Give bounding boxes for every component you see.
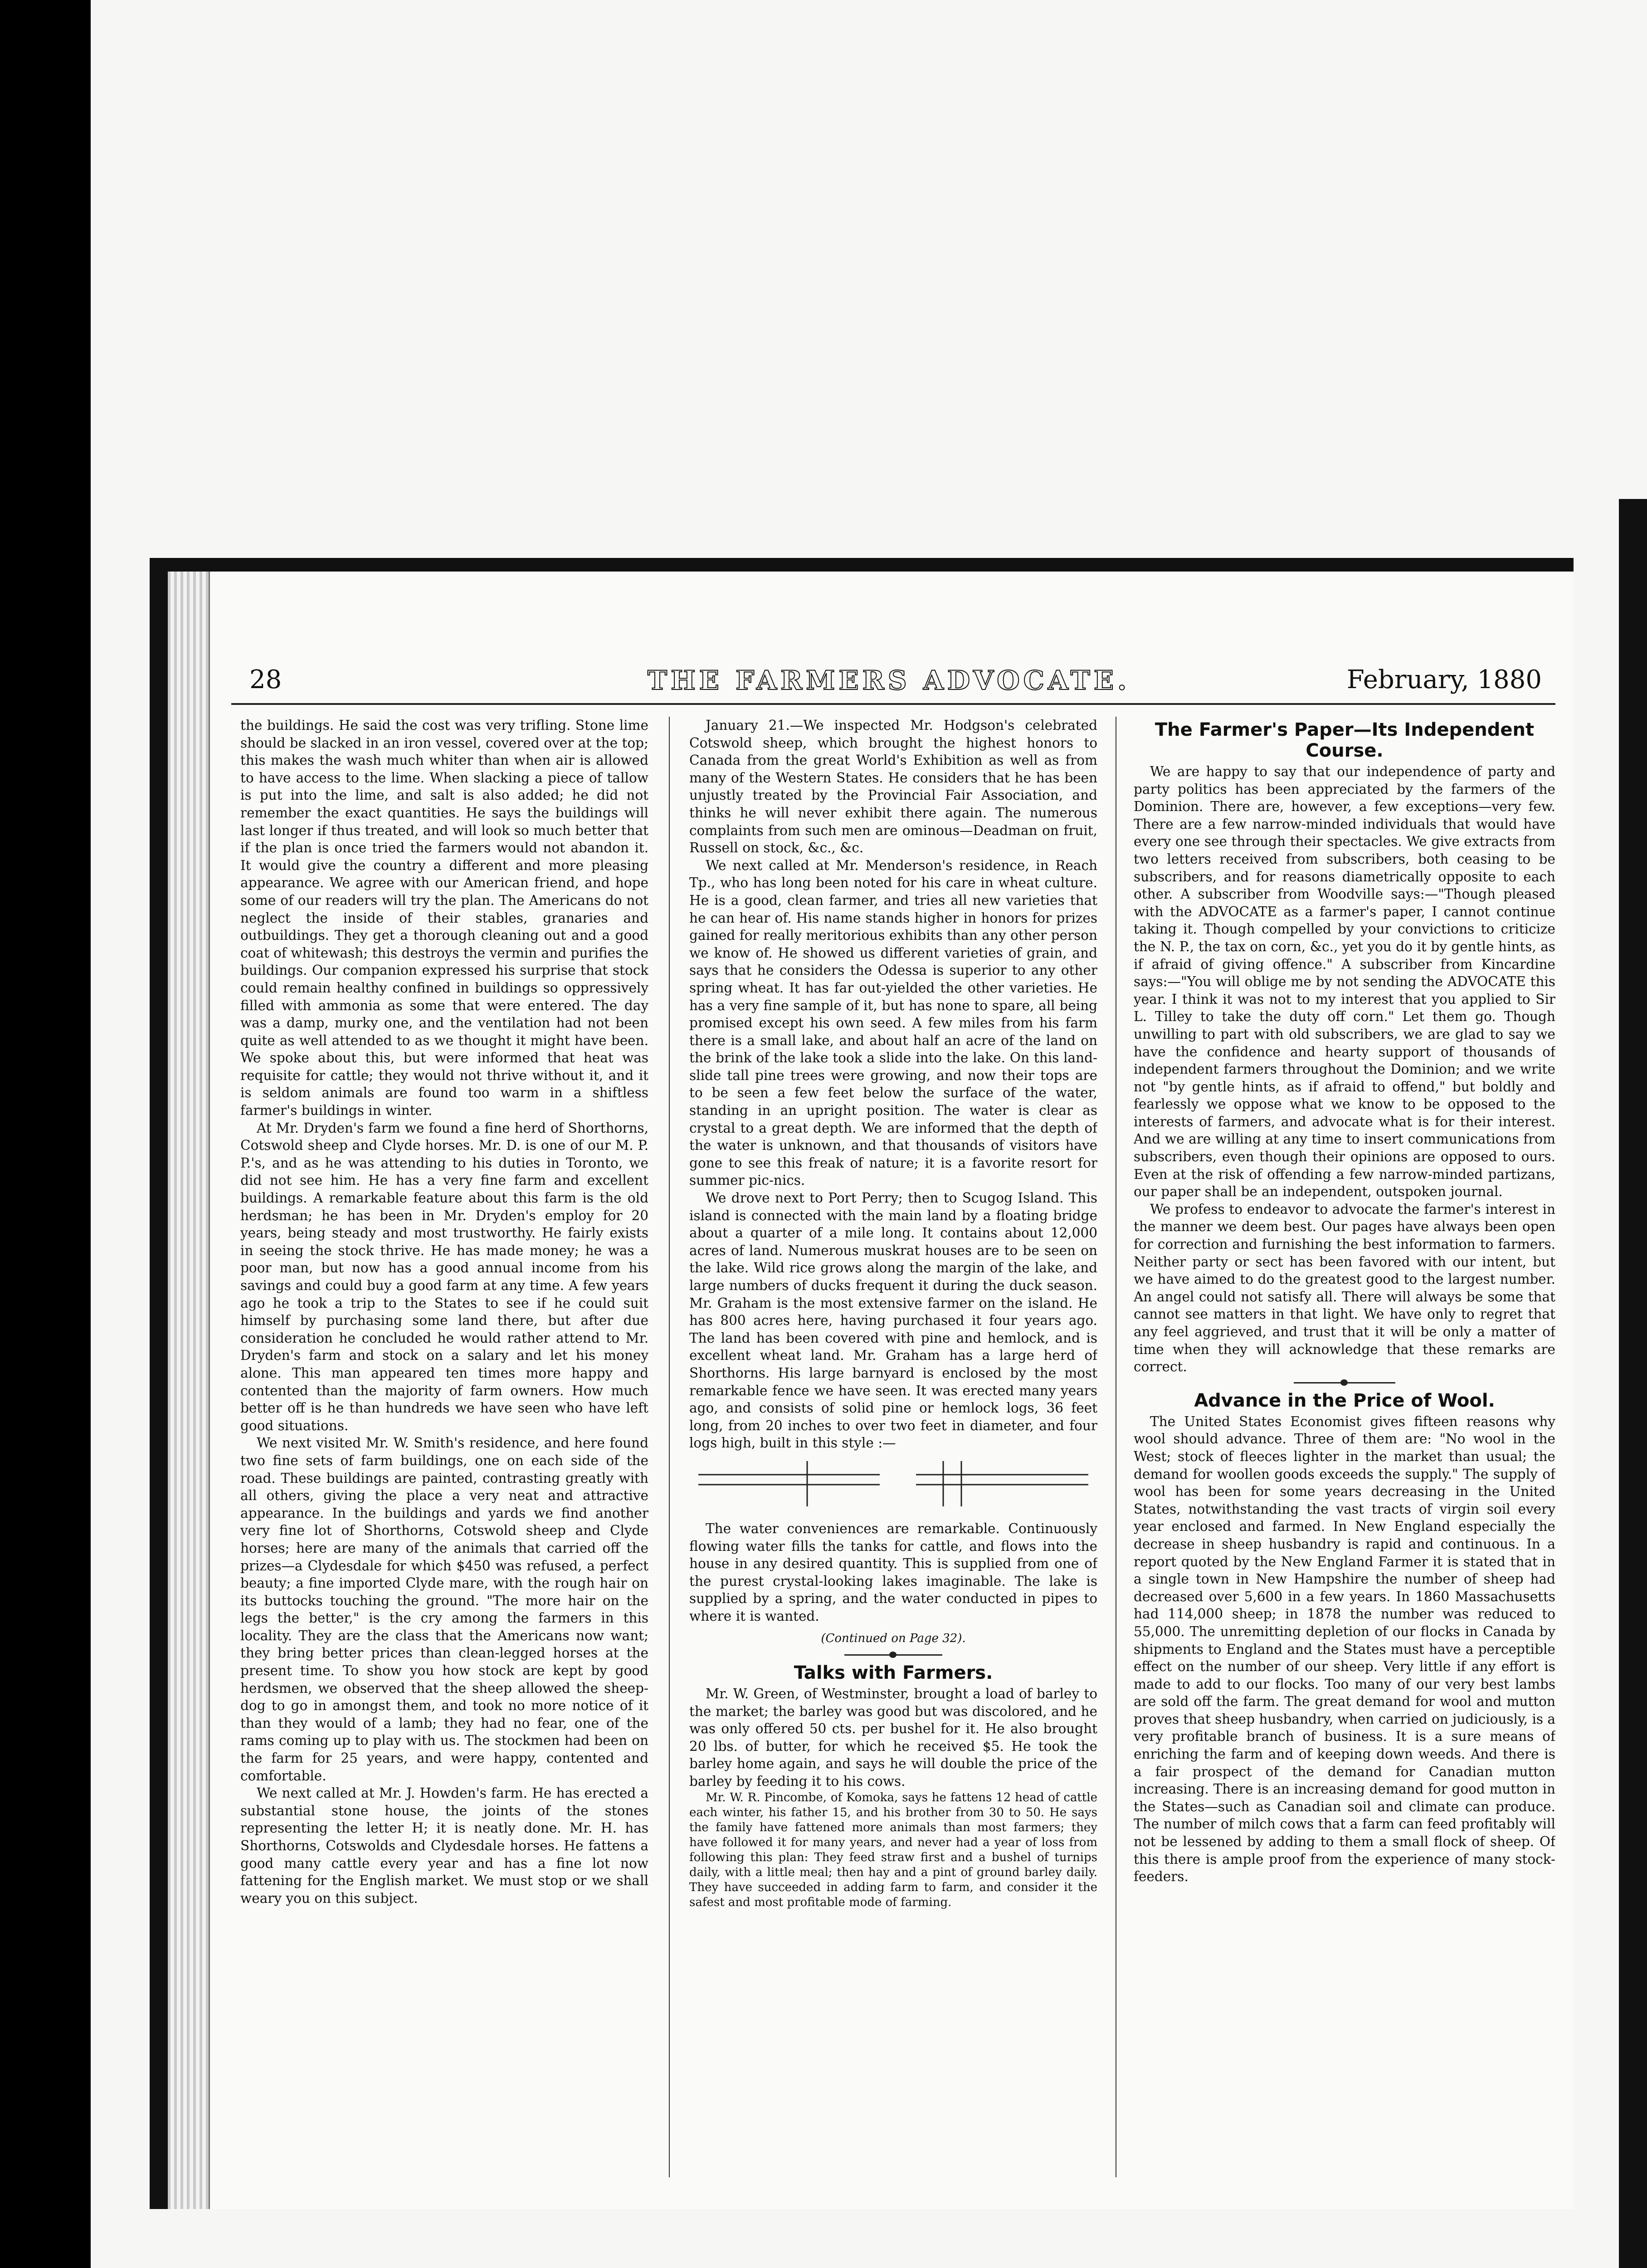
section-heading: The Farmer's Paper—Its Independent Course.: [1155, 719, 1535, 761]
column-middle: [689, 717, 1097, 2191]
column-rule: [669, 717, 670, 2177]
section-divider: [1134, 1378, 1555, 1388]
article-paragraph: We drove next to Port Perry; then to Scugog Island. This island is connected with the main land by a floating bridge about a quarter of a mile long. It contains about 12,000 acres of land. Numerous muskrat houses are to be seen on the lake. Wild rice grows along the margin of the lake, and large numbers of ducks frequent it during the duck season. Mr. Graham is the most extensive farmer on the island. He has 800 acres here, having purchased it four years ago. The land has been covered with pine and hemlock, and is excellent wheat land. Mr. Graham has a large herd of Shorthorns. His large barnyard is enclosed by the most remarkable fence we have seen. It was erected many years ago, and consists of solid pine or hemlock logs, 36 feet long, from 20 inches to over two feet in diameter, and four logs high, built in this style :—: [689, 1190, 1097, 1451]
masthead: THE FARMERS ADVOCATE.: [647, 665, 1130, 696]
issue-date: February, 1880: [1346, 665, 1542, 694]
adjacent-page-edge: [1619, 499, 1647, 2268]
newspaper-page: [150, 558, 1574, 2209]
column-left: [240, 717, 648, 2191]
article-paragraph: Mr. W. R. Pincombe, of Komoka, says he fattens 12 head of cattle each winter, his father 15, and his brother from 30 to 50. He says the family have fattened more animals than most farmers; they have followed it for many years, and never had a year of loss from following this plan: They feed straw first and a bushel of turnips daily, with a little meal; then hay and a pint of ground barley daily. They have succeeded in adding farm to farm, and consider it the safest and most profitable mode of farming.: [689, 1790, 1097, 1909]
section-heading: Talks with Farmers.: [794, 1662, 993, 1684]
article-paragraph: We profess to endeavor to advocate the farmer's interest in the manner we deem best. Our pages have always been open for correction and furnishing the best information to farmers. Neither party or sect has been favored with our intent, but we have aimed to do the greatest good to the largest number. An angel could not satisfy all. There will always be some that cannot see matters in that light. We have only to regret that any feel aggrieved, and trust that it will be only a matter of time when they will acknowledge that these remarks are correct.: [1134, 1201, 1555, 1375]
article-paragraph: We next called at Mr. J. Howden's farm. He has erected a substantial stone house, the joints of the stones representing the letter H; it is neatly done. Mr. H. has Shorthorns, Cotswolds and Clydesdale horses. He fattens a good many cattle every year and has a fine lot now fattening for the English market. We must stop or we shall weary you on this subject.: [240, 1785, 648, 1906]
article-paragraph: January 21.—We inspected Mr. Hodgson's celebrated Cotswold sheep, which brought the highest honors to Canada from the great World's Exhibition as well as from many of the Western States. He considers that he has been unjustly treated by the Provincial Fair Association, and thinks he will never exhibit there again. The numerous complaints from such men are ominous—Deadman on fruit, Russell on stock, &c., &c.: [689, 718, 1097, 856]
continued-note: (Continued on Page 32).: [821, 1631, 966, 1645]
page-content: [231, 662, 1555, 2191]
page-number: 28: [249, 665, 282, 694]
article-paragraph: We next called at Mr. Menderson's residence, in Reach Tp., who has long been noted for his care in wheat culture. He is a good, clean farmer, and tries all new varieties that he can hear of. His name stands higher in honors for prizes gained for really meritorious exhibits than any other person we know of. He showed us different varieties of grain, and says that he considers the Odessa is superior to any other spring wheat. It has far out-yielded the other varieties. He has a very fine sample of it, but has none to spare, all being promised except his own seed. A few miles from his farm there is a small lake, and about half an acre of the land on the brink of the lake took a slide into the lake. On this land-slide tall pine trees were growing, and now their tops are to be seen a few feet below the surface of the water, standing in an upright position. The water is clear as crystal to a great depth. We are informed that the depth of the water is unknown, and that thousands of visitors have gone to see this freak of nature; it is a favorite resort for summer pic-nics.: [689, 857, 1097, 1188]
page-header: [231, 662, 1555, 705]
article-paragraph: The United States Economist gives fifteen reasons why wool should advance. Three of them are: "No wool in the West; stock of fleeces lighter in the market than usual; the demand for woollen goods exceeds the supply." The supply of wool has been for some years decreasing in the United States, notwithstanding the vast tracts of virgin soil every year enclosed and farmed. In New England especially the decrease in sheep husbandry is rapid and continuous. In a report quoted by the New England Farmer it is stated that in a single town in New Hampshire the number of sheep had decreased over 5,600 in a few years. In 1860 Massachusetts had 114,000 sheep; in 1878 the number was reduced to 55,000. The unremitting depletion of our flocks in Canada by shipments to England and the States must have a perceptible effect on the number of our sheep. Very little if any effort is made to add to our flocks. Too many of our very best lambs are sold off the farm. The great demand for wool and mutton proves that sheep husbandry, when carried on judiciously, is a very profitable branch of business. It is a sure means of enriching the farm and of keeping down weeds. And there is a fair prospect of the demand for Canadian mutton increasing. There is an increasing demand for good mutton in the States—such as Canadian soil and climate can produce. The number of milch cows that a farm can feed profitably will not be lessened by adding to them a small flock of sheep. Of this there is ample proof from the experience of many stock-feeders.: [1134, 1413, 1555, 1885]
article-paragraph: the buildings. He said the cost was very trifling. Stone lime should be slacked in an iron vessel, covered over at the top; this makes the wash much whiter than when air is allowed to have access to the lime. When slacking a piece of tallow is put into the lime, and salt is also added; he did not remember the exact quantities. He says the buildings will last longer if thus treated, and will look so much better that if the plan is once tried the farmers would not abandon it. It would give the country a different and more pleasing appearance. We agree with our American friend, and hope some of our readers will try the plan. The Americans do not neglect the inside of their stables, granaries and outbuildings. They get a thorough cleaning out and a good coat of whitewash; this destroys the vermin and purifies the buildings. Our companion expressed his surprise that stock could remain healthy confined in buildings so oppressively filled with ammonia as some that were entered. The day was a damp, murky one, and the ventilation had not been quite as well attended to as we thought it might have been. We spoke about this, but were informed that heat was requisite for cattle; they would not thrive without it, and it is seldom animals are found too warm in a shiftless farmer's buildings in winter.: [240, 718, 648, 1119]
column-right: [1134, 717, 1555, 2191]
article-paragraph: At Mr. Dryden's farm we found a fine herd of Shorthorns, Cotswold sheep and Clyde horses. Mr. D. is one of our M. P. P.'s, and as he was attending to his duties in Toronto, we did not see him. He has a very fine farm and excellent buildings. A remarkable feature about this farm is the old herdsman; he has been in Mr. Dryden's employ for 20 years, being steady and most trustworthy. He fairly exists in seeing the stock thrive. He has made money; he was a poor man, but now has a good annual income from his savings and could buy a good farm at any time. A few years ago he took a trip to the States to see if he could suit himself by purchasing some land there, but after due consideration he concluded he would rather attend to Mr. Dryden's farm and stock on a salary and let his money alone. This man appeared ten times more happy and contented than the majority of farm owners. How much better off is he than hundreds we have seen who have left good situations.: [240, 1120, 648, 1433]
article-paragraph: The water conveniences are remarkable. Continuously flowing water fills the tanks for cattle, and flows into the house in any desired quantity. This is supplied from one of the purest crystal-looking lakes imaginable. The lake is supplied by a spring, and the water conducted in pipes to where it is wanted.: [689, 1520, 1097, 1624]
section-heading: Advance in the Price of Wool.: [1194, 1390, 1495, 1411]
section-divider: [689, 1650, 1097, 1660]
article-paragraph: We are happy to say that our independence of party and party politics has been appreciated by the farmers of the Dominion. There are, however, a few exceptions—very few. There are a few narrow-minded individuals that would have every one see through their spectacles. We give extracts from two letters received from subscribers, both ceasing to be subscribers, and for reasons diametrically opposite to each other. A subscriber from Woodville says:—"Though pleased with the ADVOCATE as a farmer's paper, I cannot continue taking it. Though compelled by your convictions to criticize the N. P., the tax on corn, &c., yet you do it by gentle hints, as if afraid of giving offence." A subscriber from Kincardine says:—"You will oblige me by not sending the ADVOCATE this year. I think it was not to my interest that you applied to Sir L. Tilley to take the duty off corn." Let them go. Though unwilling to part with old subscribers, we are glad to say we have the confidence and hearty support of thousands of independent farmers throughout the Dominion; and we write not "by gentle hints, as if afraid to offend," but boldly and fearlessly we oppose what we know to be opposed to the interests of farmers, and advocate what is for their interest. And we are willing at any time to insert communications from subscribers, even though their opinions are opposed to ours. Even at the risk of offending a few narrow-minded partizans, our paper shall be an independent, outspoken journal.: [1134, 764, 1555, 1200]
article-paragraph: We next visited Mr. W. Smith's residence, and here found two fine sets of farm buildings, one on each side of the road. These buildings are painted, contrasting greatly with all others, giving the place a very neat and attractive appearance. In the buildings and yards we find another very fine lot of Shorthorns, Cotswold sheep and Clyde horses; here are many of the animals that carried off the prizes—a Clydesdale for which $450 was refused, a perfect beauty; a fine imported Clyde mare, with the rough hair on its buttocks touching the ground. "The more hair on the legs the better," is the cry among the farmers in this locality. They are the class that the Americans now want; they bring better prices than clean-legged horses at the present time. To show you how stock are kept by good herdsmen, we observed that the sheep allowed the sheep-dog to go in amongst them, and took no more notice of it than they would of a lamb; they had no fear, one of the rams coming up to play with us. The stockmen had been on the farm for 25 years, and were happy, contented and comfortable.: [240, 1435, 648, 1784]
article-paragraph: Mr. W. Green, of Westminster, brought a load of barley to the market; the barley was good but was discolored, and he was only offered 50 cts. per bushel for it. He also brought 20 lbs. of butter, for which he received $5. He took the barley home again, and says he will double the price of the barley by feeding it to his cows.: [689, 1686, 1097, 1789]
book-spine: [168, 572, 210, 2209]
log-fence-sketch: [689, 1457, 1097, 1511]
fence-diagram: [689, 1457, 1097, 1511]
